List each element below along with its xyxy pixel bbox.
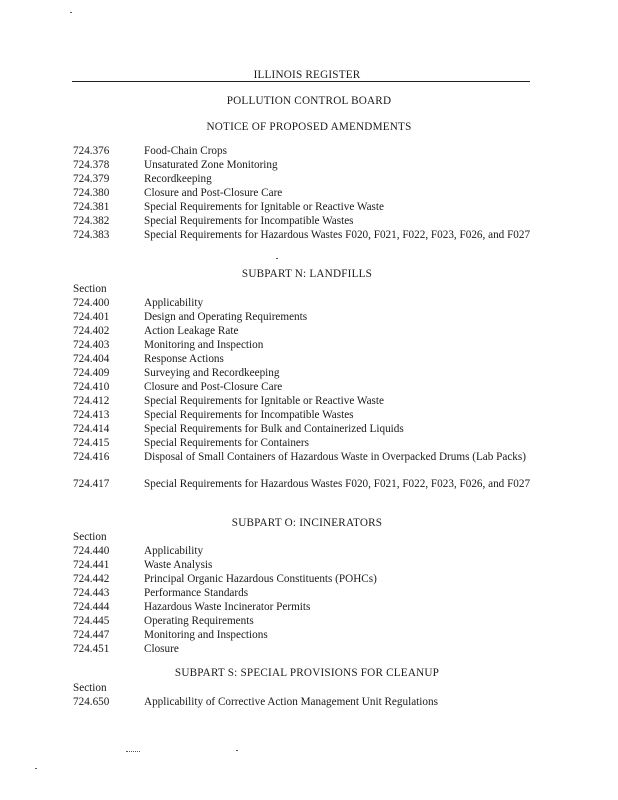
section-number: 724.415 bbox=[73, 437, 110, 449]
section-number: 724.414 bbox=[73, 423, 110, 435]
section-number: 724.383 bbox=[73, 229, 110, 241]
section-title: Action Leakage Rate bbox=[144, 325, 239, 337]
section-number: 724.376 bbox=[73, 145, 110, 157]
scan-speck bbox=[126, 751, 140, 753]
section-number: 724.409 bbox=[73, 367, 110, 379]
section-number: 724.410 bbox=[73, 381, 110, 393]
section-title: Closure and Post-Closure Care bbox=[144, 381, 283, 393]
section-title: Closure and Post-Closure Care bbox=[144, 187, 283, 199]
section-number: 724.444 bbox=[73, 601, 110, 613]
section-number: 724.451 bbox=[73, 643, 110, 655]
section-title: Design and Operating Requirements bbox=[144, 311, 308, 323]
section-number: 724.402 bbox=[73, 325, 110, 337]
section-label: Section bbox=[73, 531, 107, 543]
section-title: Applicability of Corrective Action Management Unit Regulations bbox=[144, 696, 438, 708]
notice-title: NOTICE OF PROPOSED AMENDMENTS bbox=[206, 121, 412, 133]
section-number: 724.416 bbox=[73, 451, 110, 463]
scan-speck bbox=[70, 12, 72, 13]
section-number: 724.401 bbox=[73, 311, 110, 323]
section-number: 724.404 bbox=[73, 353, 110, 365]
section-number: 724.445 bbox=[73, 615, 110, 627]
scan-speck bbox=[236, 750, 238, 751]
register-header bbox=[72, 69, 530, 82]
board-title: POLLUTION CONTROL BOARD bbox=[226, 95, 392, 107]
section-number: 724.412 bbox=[73, 395, 110, 407]
subpart-n-heading: SUBPART N: LANDFILLS bbox=[241, 268, 373, 280]
section-number: 724.650 bbox=[73, 696, 110, 708]
section-title: Special Requirements for Incompatible Wastes bbox=[144, 409, 354, 421]
section-title: Operating Requirements bbox=[144, 615, 254, 627]
section-title: Closure bbox=[144, 643, 179, 655]
section-number: 724.378 bbox=[73, 159, 110, 171]
scan-speck bbox=[276, 258, 278, 259]
section-title: Performance Standards bbox=[144, 587, 249, 599]
subpart-o-heading: SUBPART O: INCINERATORS bbox=[231, 517, 383, 529]
section-number: 724.413 bbox=[73, 409, 110, 421]
section-title: Applicability bbox=[144, 545, 204, 557]
register-title: ILLINOIS REGISTER bbox=[250, 69, 364, 81]
section-number: 724.382 bbox=[73, 215, 110, 227]
section-number: 724.440 bbox=[73, 545, 110, 557]
section-title: Surveying and Recordkeeping bbox=[144, 367, 280, 379]
section-title: Disposal of Small Containers of Hazardous Waste in Overpacked Drums (Lab Packs) bbox=[144, 451, 526, 463]
section-number: 724.400 bbox=[73, 297, 110, 309]
header-rule bbox=[72, 81, 530, 82]
section-number: 724.447 bbox=[73, 629, 110, 641]
section-title: Special Requirements for Ignitable or Reactive Waste bbox=[144, 201, 384, 213]
section-label: Section bbox=[73, 283, 107, 295]
section-label: Section bbox=[73, 682, 107, 694]
section-title: Special Requirements for Containers bbox=[144, 437, 309, 449]
scan-speck bbox=[35, 768, 37, 769]
section-title: Special Requirements for Bulk and Containerized Liquids bbox=[144, 423, 404, 435]
section-number: 724.417 bbox=[73, 478, 110, 490]
section-number: 724.442 bbox=[73, 573, 110, 585]
section-title: Special Requirements for Hazardous Wastes F020, F021, F022, F023, F026, and F027 bbox=[144, 229, 531, 241]
section-title: Principal Organic Hazardous Constituents (POHCs) bbox=[144, 573, 377, 585]
section-title: Monitoring and Inspections bbox=[144, 629, 268, 641]
section-number: 724.379 bbox=[73, 173, 110, 185]
section-title: Special Requirements for Hazardous Wastes F020, F021, F022, F023, F026, and F027 bbox=[144, 478, 531, 490]
section-number: 724.381 bbox=[73, 201, 110, 213]
section-title: Hazardous Waste Incinerator Permits bbox=[144, 601, 311, 613]
section-title: Food-Chain Crops bbox=[144, 145, 227, 157]
section-title: Waste Analysis bbox=[144, 559, 213, 571]
section-number: 724.403 bbox=[73, 339, 110, 351]
section-number: 724.441 bbox=[73, 559, 110, 571]
section-number: 724.443 bbox=[73, 587, 110, 599]
section-title: Special Requirements for Incompatible Wastes bbox=[144, 215, 354, 227]
section-title: Recordkeeping bbox=[144, 173, 212, 185]
section-title: Applicability bbox=[144, 297, 204, 309]
section-title: Response Actions bbox=[144, 353, 224, 365]
section-title: Monitoring and Inspection bbox=[144, 339, 264, 351]
subpart-s-heading: SUBPART S: SPECIAL PROVISIONS FOR CLEANUP bbox=[174, 667, 440, 679]
section-title: Unsaturated Zone Monitoring bbox=[144, 159, 278, 171]
section-title: Special Requirements for Ignitable or Reactive Waste bbox=[144, 395, 384, 407]
section-number: 724.380 bbox=[73, 187, 110, 199]
